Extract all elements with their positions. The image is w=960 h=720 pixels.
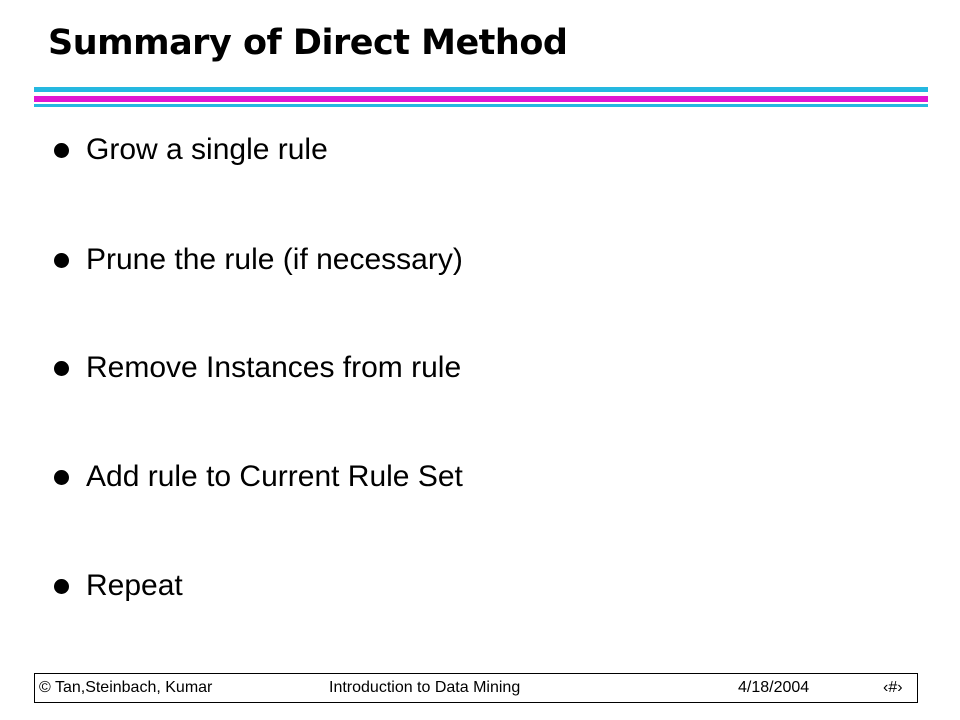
bullet-text: Repeat bbox=[86, 569, 183, 602]
slide-title: Summary of Direct Method bbox=[48, 23, 568, 63]
bullet-dot-icon bbox=[54, 253, 69, 268]
footer-copyright: © Tan,Steinbach, Kumar bbox=[39, 679, 213, 696]
bullet-dot-icon bbox=[54, 579, 69, 594]
footer-page-number: ‹#› bbox=[883, 679, 903, 696]
bullet-text: Remove Instances from rule bbox=[86, 351, 462, 384]
bullet-text: Prune the rule (if necessary) bbox=[86, 243, 463, 276]
title-underline-magenta bbox=[34, 96, 928, 102]
bullet-dot-icon bbox=[54, 143, 69, 158]
slide-footer bbox=[34, 673, 918, 703]
bullet-dot-icon bbox=[54, 361, 69, 376]
bullet-text: Add rule to Current Rule Set bbox=[86, 460, 463, 493]
bullet-text: Grow a single rule bbox=[86, 133, 328, 166]
bullet-dot-icon bbox=[54, 470, 69, 485]
title-underline-cyan-bottom bbox=[34, 104, 928, 107]
footer-course-title: Introduction to Data Mining bbox=[329, 679, 521, 696]
title-underline-cyan-top bbox=[34, 87, 928, 92]
footer-date: 4/18/2004 bbox=[738, 679, 810, 696]
